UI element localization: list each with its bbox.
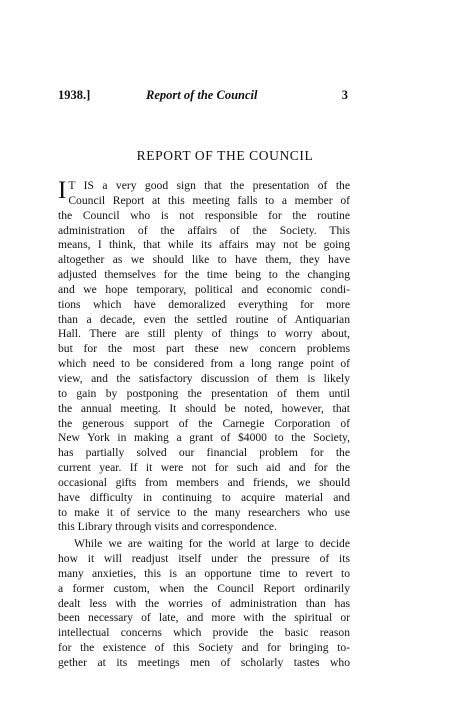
text-line: current year. If it were not for such aid and for the <box>58 461 350 475</box>
text-line: New York in making a grant of $4000 to the Society, <box>58 431 350 445</box>
text-line: and we hope temporary, political and economic condi- <box>58 282 350 296</box>
text-line: adjusted themselves for the time being to the changing <box>58 268 350 282</box>
text-line: the generous support of the Carnegie Corporation of <box>58 416 350 430</box>
text-line: for the existence of this Society and for bringing to- <box>58 641 350 655</box>
running-head <box>58 88 348 104</box>
text-line: dealt less with the worries of administration than has <box>58 596 350 610</box>
text-line: the annual meeting. It should be noted, however, that <box>58 401 350 415</box>
text-line: the Council who is not responsible for the routine <box>58 208 350 222</box>
text-line: a former custom, when the Council Report ordinarily <box>58 581 350 595</box>
text-line: gether at its meetings men of scholarly tastes who <box>58 656 350 669</box>
text-line: tions which have demoralized everything for more <box>58 297 350 311</box>
body-text <box>58 179 350 671</box>
text-line: been necessary of late, and more with the spiritual or <box>58 611 350 625</box>
text-line: intellectual concerns which provide the basic reason <box>58 626 350 640</box>
page-number: 3 <box>341 88 348 102</box>
text-line: have difficulty in continuing to acquire material and <box>58 490 350 504</box>
text-line: means, I think, that while its affairs may not be going <box>58 238 350 252</box>
text-line: has partially solved our financial problem for the <box>58 446 350 460</box>
text-line: Hall. There are still plenty of things to worry about, <box>58 327 350 341</box>
text-line: T IS a very good sign that the presentation of the <box>68 179 350 192</box>
text-line: than a decade, even the settled routine of Antiquarian <box>58 312 350 326</box>
text-line: occasional gifts from members and friends, we should <box>58 475 350 489</box>
paragraph-2 <box>58 537 350 671</box>
text-line: how it will readjust itself under the pressure of its <box>58 552 350 566</box>
text-line: to make it of service to the many researchers who use <box>58 505 350 519</box>
text-line: Council Report at this meeting falls to a member of <box>68 193 350 207</box>
text-line: but for the most part these new concern problems <box>58 342 350 356</box>
header-running-title: Report of the Council <box>146 88 258 102</box>
section-heading: REPORT OF THE COUNCIL <box>136 148 314 163</box>
text-line: this Library through visits and correspondence. <box>58 520 277 534</box>
header-year: 1938.] <box>58 88 91 102</box>
text-line: to gain by postponing the presentation of them until <box>58 386 350 400</box>
text-line: administration of the affairs of the Society. This <box>58 223 350 237</box>
text-line: While we are waiting for the world at large to decide <box>74 537 350 551</box>
drop-cap: I <box>58 177 67 204</box>
text-line: many anxieties, this is an opportune time to revert to <box>58 566 350 580</box>
paragraph-1 <box>58 179 350 535</box>
text-line: altogether as we should like to have them, they have <box>58 253 350 267</box>
text-line: view, and the satisfactory discussion of them is likely <box>58 371 350 385</box>
text-line: which need to be considered from a long range point of <box>58 357 350 371</box>
